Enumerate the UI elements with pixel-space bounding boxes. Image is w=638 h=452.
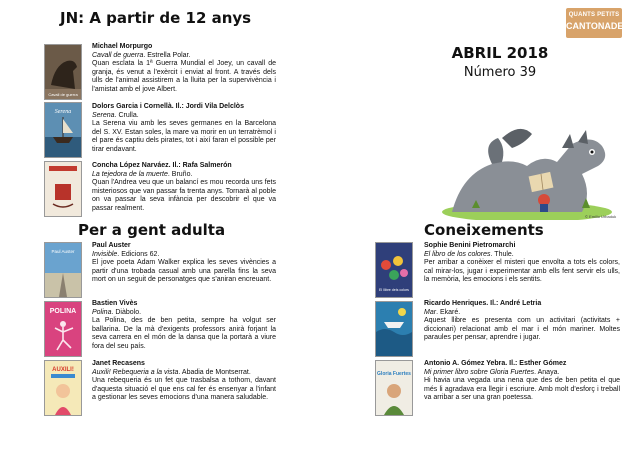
book-publisher: Diàbolo. [115, 308, 142, 316]
book-publisher: Edicions 62. [121, 250, 160, 258]
book-title-line: El libro de los colores. Thule. [424, 250, 514, 258]
book-description: La Serena viu amb les seves germanes en la Barcelona del S. XV. Estan soles, la mare va morir en un terratrèmol i el pare és captiu dels pirates, tot i així faran el possible per tirar endavant. [92, 120, 276, 153]
book-description: Quan esclata la 1ª Guerra Mundial el Joey, un cavall de granja, és venut a l'exèrcit i enviat al front. A través dels ulls de l'animal assistirem a la lluita per la supervivència i l'amistat amb el jove Albert. [92, 60, 276, 93]
book-title-line: La tejedora de la muerte. Bruño. [92, 170, 193, 178]
book-cover-cavall-de-guerra [44, 44, 82, 100]
book-author: Bastien Vivès [92, 300, 138, 307]
sea-illustration-icon [376, 302, 412, 356]
book-author: Sophie Benini Pietromarchi [424, 242, 516, 249]
logo-line-2: CANTONADES [566, 21, 630, 31]
book-publisher: Bruño. [171, 170, 193, 178]
dragon-icon [432, 104, 622, 220]
book-author: Concha López Narváez. Il.: Rafa Salmerón [92, 162, 232, 169]
logo-line-1: QUANTS PETITS [568, 12, 620, 18]
cover-text-b5: POLINA [49, 308, 77, 315]
road-illustration-icon [45, 243, 81, 297]
book-author: Ricardo Henriques. Il.: André Letria [424, 300, 542, 307]
book-title: Mar [424, 308, 437, 316]
book-description: Una rebequeria és un fet que trasbalsa a tothom, davant d'aquesta situació el que ens cal fer és ensenyar a l'infant a gestionar les seves emocions d'una manera saludable. [92, 377, 276, 402]
book-entry-knowledge-1 [424, 242, 620, 285]
book-title: Invisible [92, 250, 118, 258]
book-title-line: Invisible. Edicions 62. [92, 250, 160, 258]
book-cover-la-tejedora [44, 161, 82, 217]
cover-text-b9: Gloria Fuertes [377, 371, 411, 377]
book-title: Polina [92, 308, 112, 316]
book-author: Antonio A. Gómez Yebra. Il.: Esther Gómez [424, 360, 567, 367]
book-cover-polina [44, 301, 82, 357]
book-title-line: Polina. Diàbolo. [92, 308, 142, 316]
book-title-line: Serena. Crulla. [92, 111, 139, 119]
color-pencils-icon [376, 243, 412, 297]
library-logo [566, 8, 630, 38]
book-cover-mar [375, 301, 413, 357]
book-title: Cavall de guerra [92, 51, 144, 59]
book-title-line: Auxili! Rebequeria a la vista. Abadia de Montserrat. [92, 368, 251, 376]
book-description: La Polina, des de ben petita, sempre ha volgut ser ballarina. De la mà d'exigents professors anirà forjant la seva carrera en el món de la dansa que la portarà a viure fora del seu país. [92, 317, 276, 350]
illustration-credit: © Emilio Urbaduk [585, 214, 617, 219]
horse-illustration-icon [45, 45, 81, 99]
book-entry-knowledge-2 [424, 300, 620, 343]
section-title-jn: JN: A partir de 12 anys [60, 9, 252, 27]
book-author: Janet Recasens [92, 360, 145, 367]
cover-text-b1: Cavall de guerra [48, 92, 78, 97]
book-author: Dolors Garcia i Cornellà. Il.: Jordi Vila Delclòs [92, 103, 244, 110]
ship-illustration-icon [45, 103, 81, 157]
chair-illustration-icon [45, 162, 81, 216]
book-title: Auxili! Rebequeria a la vista [92, 368, 179, 376]
book-title-line: Cavall de guerra. Estrella Polar. [92, 51, 191, 59]
cover-text-b7: El llibre dels colors [379, 288, 409, 292]
book-description: Per arribar a conèixer el misteri que envolta a tots els colors, cal mirar-los, jugar i experimentar amb ells fent servir els ulls, la memòria, les emocions i els sentits. [424, 259, 620, 284]
book-cover-libro-colores [375, 242, 413, 298]
child-illustration-icon [45, 361, 81, 415]
book-title: La tejedora de la muerte [92, 170, 168, 178]
issue-number: Número 39 [463, 65, 537, 80]
book-description: El jove poeta Adam Walker explica les seves vivències a partir d'una trobada casual amb una parella fins la seva mort on un seguit de personatges que s'aniran encreuant. [92, 259, 276, 284]
book-publisher: Crulla. [118, 111, 139, 119]
section-title-adult: Per a gent adulta [78, 221, 226, 239]
book-cover-gloria-fuertes [375, 360, 413, 416]
book-title: Serena [92, 111, 115, 119]
book-author: Michael Morpurgo [92, 43, 153, 50]
book-cover-serena [44, 102, 82, 158]
book-publisher: Abadia de Montserrat. [181, 368, 251, 376]
book-entry-jn-2 [92, 103, 276, 155]
book-publisher: Estrella Polar. [147, 51, 191, 59]
book-title: El libro de los colores [424, 250, 491, 258]
book-publisher: Ekaré. [439, 308, 461, 316]
poet-portrait-icon [376, 361, 412, 415]
book-publisher: Thule. [494, 250, 514, 258]
book-title-line: Mar. Ekaré. [424, 308, 461, 316]
book-entry-adult-2 [92, 300, 276, 352]
book-title-line: Mi primer libro sobre Gloria Fuertes. Anaya. [424, 368, 560, 376]
book-description: Aquest llibre es presenta com un activitari (activitats + diccionari) relacionat amb el mar i el món mariner. Moltes paraules per pensar, aprendre i jugar. [424, 317, 620, 342]
book-description: Hi havia una vegada una nena que des de ben petita el que més li agradava era llegir i escriure. Amb molt d'esforç i treball va arribar a ser una gran poetessa. [424, 377, 620, 402]
book-title: Mi primer libro sobre Gloria Fuertes [424, 368, 535, 376]
book-entry-adult-1 [92, 242, 276, 285]
cover-text-b4: Paul Auster [51, 249, 75, 254]
book-entry-jn-1 [92, 43, 276, 95]
book-entry-jn-3 [92, 162, 276, 214]
book-entry-adult-3 [92, 360, 276, 403]
book-publisher: Anaya. [537, 368, 560, 376]
section-title-knowledge: Coneixements [424, 221, 544, 239]
book-author: Paul Auster [92, 242, 131, 249]
dragon-reading-illustration [432, 104, 622, 220]
cover-text-b6: AUXILI! [52, 367, 74, 373]
issue-month: ABRIL 2018 [451, 44, 549, 62]
book-cover-auxili [44, 360, 82, 416]
book-entry-knowledge-3 [424, 360, 620, 403]
dancer-illustration-icon [45, 302, 81, 356]
book-description: Quan l'Andrea veu que un balancí es mou recorda uns fets misteriosos que van passar fa trenta anys. Tornarà al poble on va passar la seva infància per descobrir el que va passar realment. [92, 179, 276, 212]
cover-text-b2: Serena [54, 109, 72, 115]
book-cover-invisible [44, 242, 82, 298]
